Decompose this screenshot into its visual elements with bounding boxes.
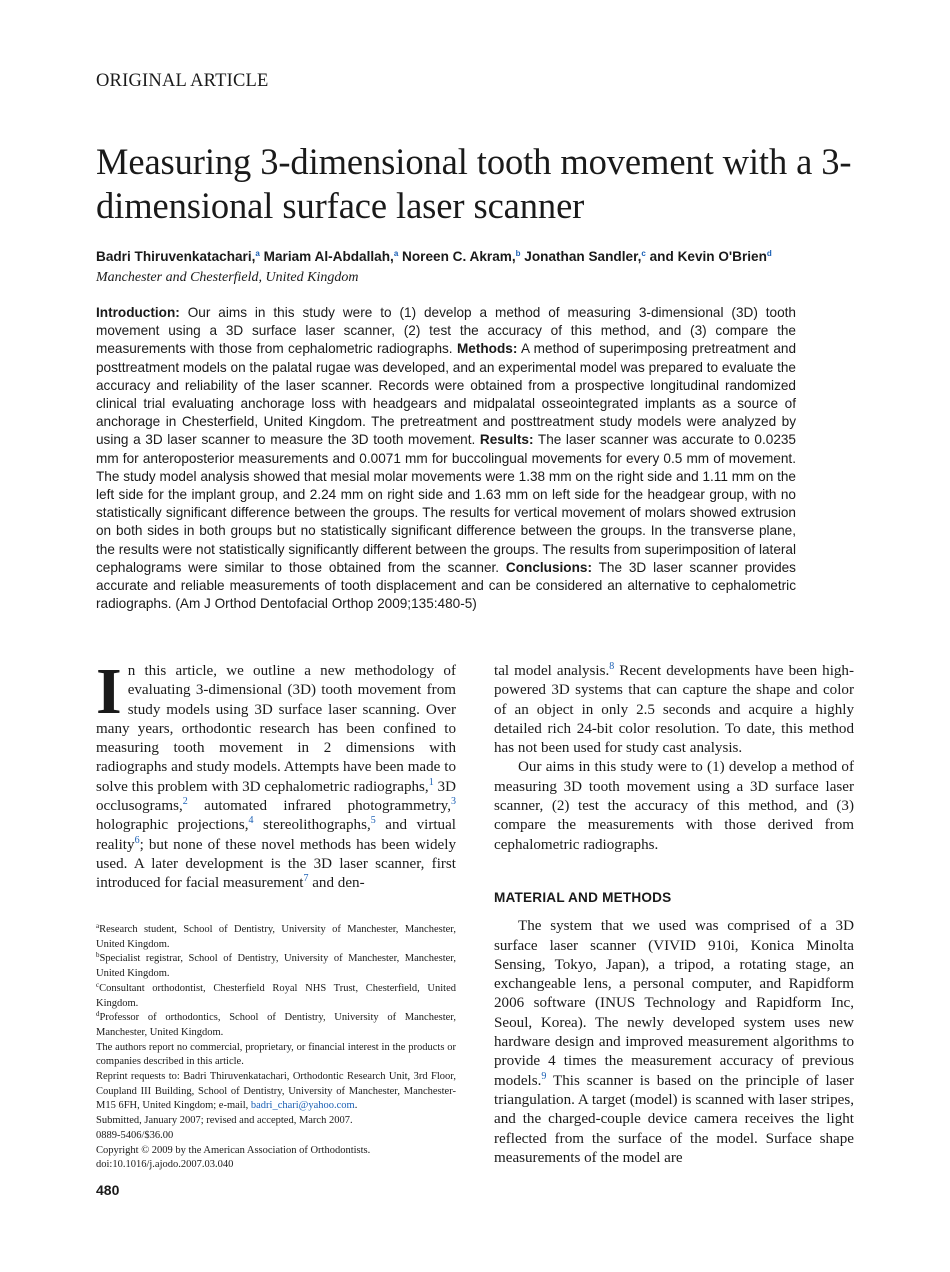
- author-affiliation: Manchester and Chesterfield, United Kingdom: [96, 270, 359, 285]
- reference-link[interactable]: 6: [134, 834, 140, 846]
- body-text: The system that we used was comprised of a 3D surface laser scanner (VIVID 910i, Konica Minolta Sensing, Tokyo, Japan), a tripod, a rotating stage, an exchangeable lens, a personal computer, and Rapidform 2006 software (INUS Technology and Rapidform Inc, Seoul, Korea). The newly developed system uses new hardware design and improved measurement algorithms to provide 4 times the measurement accuracy of previous models.: [494, 918, 854, 1089]
- reference-link[interactable]: 9: [541, 1070, 547, 1082]
- footnote-doi: doi:10.1016/j.ajodo.2007.03.040: [96, 1159, 234, 1171]
- body-text: Recent developments have been high-powered 3D systems that can capture the shape and color of an object in only 2.5 seconds and acquire a highly detailed rich 24-bit color resolution. To date, this method has not been used for study cast analysis.: [494, 663, 855, 757]
- body-paragraph: Our aims in this study were to (1) develop a method of measuring 3D tooth movement using a 3D surface laser scanner, (2) test the accuracy of this method, and (3) compare the measurements with those derived from cephalometric radiographs.: [494, 759, 854, 853]
- footnote-reprint: [96, 1070, 456, 1114]
- author-name: Jonathan Sandler,: [524, 249, 642, 264]
- reference-link[interactable]: 3: [451, 796, 456, 808]
- body-text: This scanner is based on the principle of laser triangulation. A target (model) is scanned with laser stripes, and the charged-couple device camera receives the light reflected from the surface of the model. Surface shape measurements of the model are: [494, 1072, 854, 1166]
- author-name: and Kevin O'Brien: [649, 249, 767, 264]
- abstract-conclusions-label: Conclusions:: [505, 559, 593, 575]
- reference-link[interactable]: 4: [248, 815, 254, 827]
- affiliation-marker[interactable]: a: [393, 249, 399, 258]
- abstract-methods-label: Methods:: [456, 341, 518, 357]
- body-text: tal model analysis.: [494, 663, 610, 679]
- page-number: 480: [96, 1182, 120, 1198]
- body-text: automated infrared photogrammetry,: [187, 798, 451, 815]
- body-column-left: [96, 655, 456, 894]
- footnote-affiliation: [96, 1011, 456, 1040]
- author-list: [96, 249, 876, 264]
- body-text: ; but none of these novel methods has been widely used. A later development is the 3D laser scanner, first introduced for facial measurement: [96, 836, 456, 892]
- affiliation-marker[interactable]: a: [255, 249, 260, 258]
- body-text: stereolithographs,: [253, 817, 371, 834]
- body-text: and den-: [308, 875, 365, 892]
- email-link[interactable]: badri_chari@yahoo.com: [250, 1100, 355, 1112]
- footnote-affiliation: [96, 982, 456, 1011]
- reference-link[interactable]: 5: [370, 815, 376, 827]
- body-paragraph: [494, 662, 854, 758]
- abstract-methods-text: A method of superimposing pretreatment and posttreatment models on the palatal rugae was developed, and an experimental model was prepared to evaluate the accuracy and reliability of the laser scanner. Records were obtained from a prospective longitudinal randomized clinical trial evaluating anchorage loss with headgears and midpalatal osseointegrated implants as a source of anchorage in Chesterfield, United Kingdom. The pretreatment and posttreatment study models were analyzed by using a 3D laser scanner to measure the 3D tooth movement.: [96, 341, 797, 448]
- abstract-results-label: Results:: [479, 432, 534, 448]
- affiliation-marker[interactable]: c: [641, 249, 646, 258]
- footnote-text: Consultant orthodontist, Chesterfield Royal NHS Trust, Chesterfield, United Kingdom.: [96, 982, 456, 1009]
- reference-link[interactable]: 1: [428, 776, 434, 788]
- body-text: n this article, we outline a new methodology of evaluating 3-dimensional (3D) tooth movement from study models using 3D surface laser scanning. Over many years, orthodontic research has been confined to measuring tooth movement in 2 dimensions with radiographs and study models. Attempts have been made to solve this problem with 3D cephalometric radiographs,: [96, 663, 456, 795]
- author-name: Mariam Al-Abdallah,: [263, 249, 394, 264]
- footnote-text: .: [354, 1100, 358, 1112]
- affiliation-marker[interactable]: b: [515, 249, 521, 258]
- footnote-disclosure: The authors report no commercial, proprietary, or financial interest in the products or companies described in this article.: [96, 1041, 456, 1068]
- footnote-issn: 0889-5406/$36.00: [96, 1129, 174, 1141]
- footnote-marker: c: [96, 980, 100, 989]
- footnote-copyright: Copyright © 2009 by the American Association of Orthodontists.: [96, 1144, 371, 1156]
- author-name: Badri Thiruvenkatachari,: [96, 249, 256, 264]
- abstract: [96, 304, 796, 613]
- body-text: 3D occlusograms,: [96, 778, 456, 815]
- abstract-conclusions-text: The 3D laser scanner provides accurate and reliable measurements of tooth displacement and can be considered an alternative to cephalometric radiographs. (Am J Orthod Dentofacial Orthop 2009;135:480-5): [96, 559, 796, 612]
- body-paragraph: [494, 917, 854, 1168]
- section-heading: MATERIAL AND METHODS: [494, 889, 672, 905]
- footnote-affiliation: [96, 923, 456, 952]
- footnote-affiliation: [96, 952, 456, 981]
- footnote-marker: a: [96, 922, 100, 930]
- body-column-right: [494, 662, 854, 1168]
- article-title: Measuring 3-dimensional tooth movement with a 3-dimensional surface laser scanner: [96, 141, 852, 226]
- affiliation-marker[interactable]: d: [766, 249, 772, 258]
- reference-link[interactable]: 7: [303, 873, 309, 885]
- body-text: holographic projections,: [96, 817, 249, 834]
- body-text: and virtual reality: [96, 817, 456, 853]
- footnote-marker: b: [96, 951, 100, 960]
- footnote-text: Research student, School of Dentistry, University of Manchester, Manchester, United Kingdom.: [96, 924, 456, 950]
- author-name: Noreen C. Akram,: [402, 249, 516, 264]
- body-paragraph: [96, 655, 456, 894]
- footnote-text: Professor of orthodontics, School of Dentistry, University of Manchester, Manchester, United Kingdom.: [96, 1012, 456, 1038]
- abstract-introduction-text: Our aims in this study were to (1) develop a method of measuring 3-dimensional (3D) tooth movement using a 3D surface laser scanner, (2) test the accuracy of this method, and (3) compare the measurements with those from cephalometric radiographs.: [96, 305, 796, 357]
- article-type-label: ORIGINAL ARTICLE: [96, 71, 269, 91]
- abstract-introduction-label: Introduction:: [96, 305, 180, 320]
- footnote-text: Specialist registrar, School of Dentistry, University of Manchester, Manchester, United Kingdom.: [96, 953, 456, 980]
- reference-link[interactable]: 8: [609, 661, 615, 672]
- footnote-marker: d: [96, 1010, 100, 1019]
- footnotes: [96, 923, 456, 1173]
- footnote-text: Reprint requests to: Badri Thiruvenkatachari, Orthodontic Research Unit, 3rd Floor, Coupland III Building, School of Dentistry, University of Manchester, Manchester-M15 6FH, United Kingdom; e-mail,: [96, 1071, 456, 1112]
- abstract-results-text: The laser scanner was accurate to 0.0235 mm for anteroposterior measurements and 0.0071 mm for buccolingual movements for every 0.5 mm of movement. The study model analysis showed that mesial molar movements were 1.38 mm on the right side and 1.11 mm on the left side for the implant group, and 2.24 mm on right side and 1.63 mm on left side for the headgear group, with no statistically significant difference between the groups. The results for vertical movement of molars showed extrusion on both sides in both groups but no statistically significant difference between the groups. In the transverse plane, the results were not statistically significantly different between the groups. The results from superimposition of lateral cephalograms were similar to those obtained from the scanner.: [96, 432, 796, 575]
- drop-cap: I: [96, 655, 122, 728]
- footnote-submitted: Submitted, January 2007; revised and accepted, March 2007.: [96, 1115, 353, 1127]
- reference-link[interactable]: 2: [182, 796, 188, 808]
